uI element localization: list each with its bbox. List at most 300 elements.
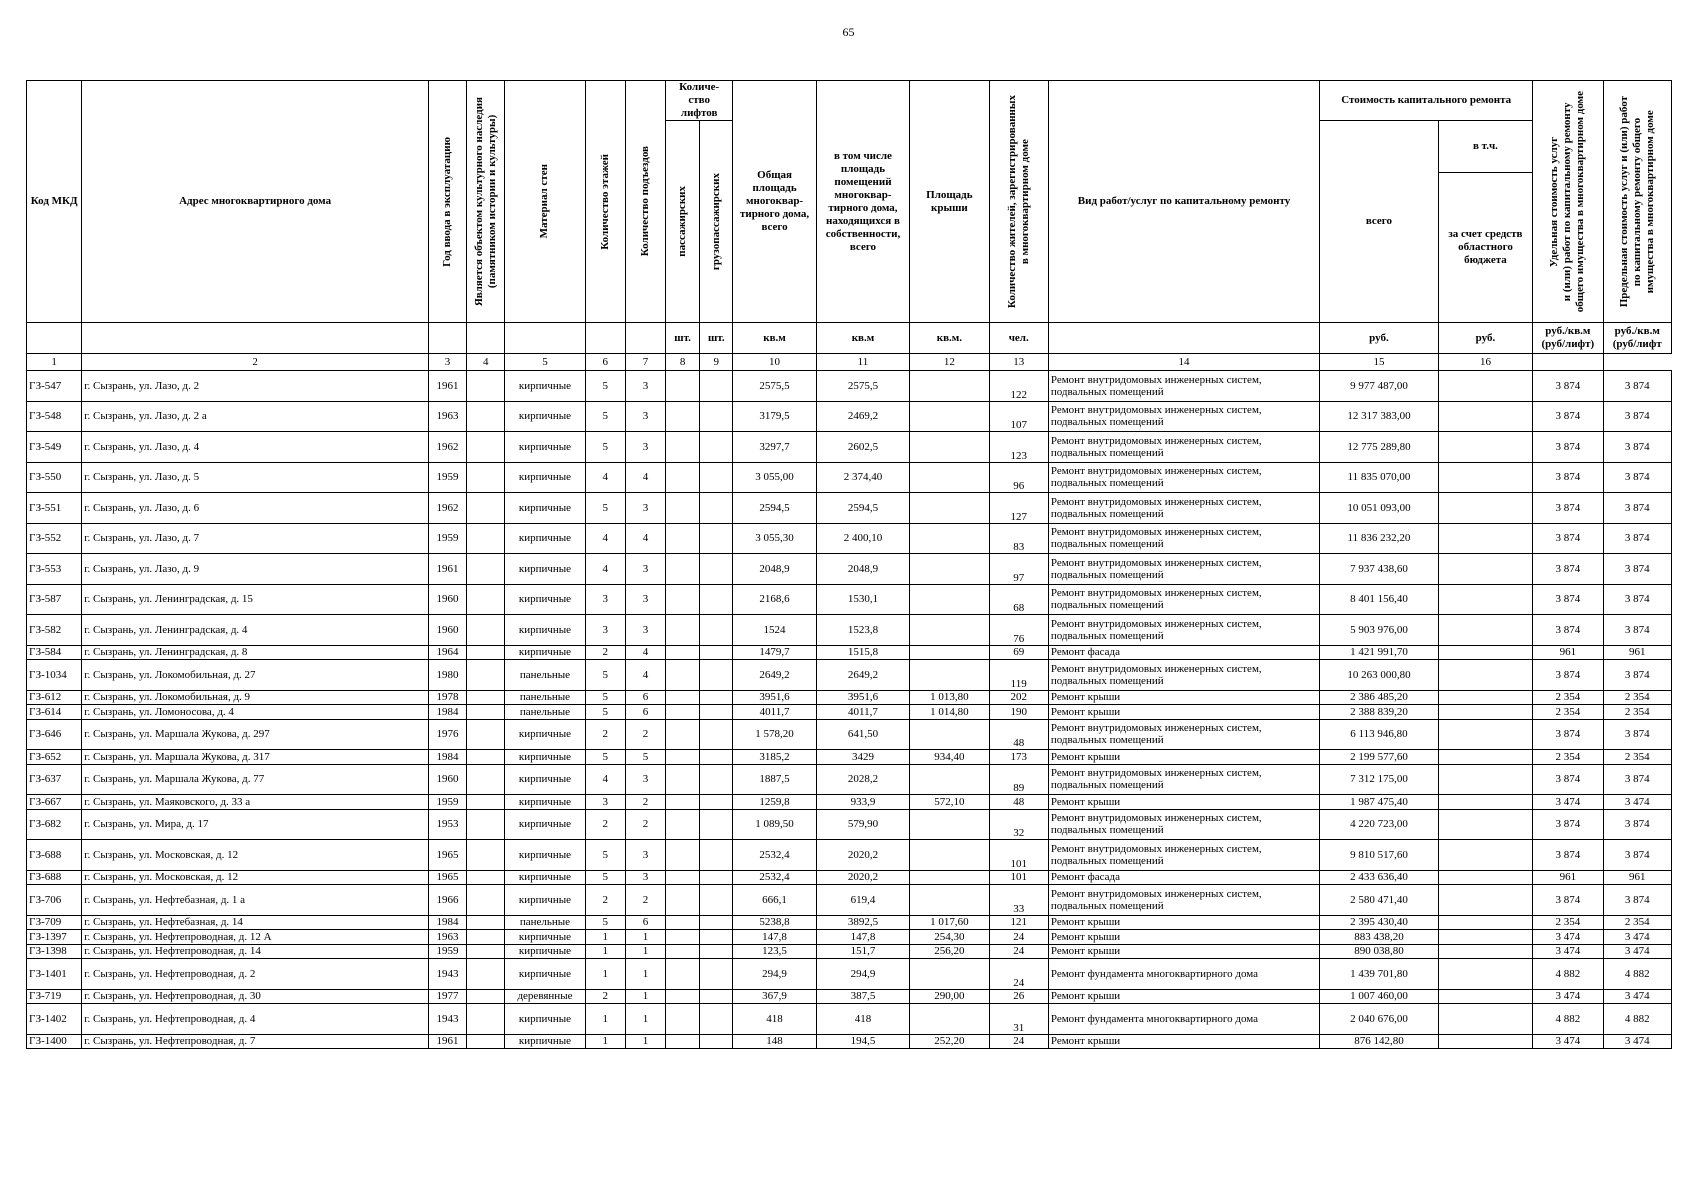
cell-address: г. Сызрань, ул. Нефтебазная, д. 1 а bbox=[82, 885, 429, 916]
cell-cost-total: 2 040 676,00 bbox=[1320, 1004, 1439, 1035]
cell-residents: 122 bbox=[989, 371, 1048, 402]
cell-floors: 5 bbox=[585, 371, 625, 402]
cell-unit-cost: 3 874 bbox=[1533, 493, 1603, 524]
cell-address: г. Сызрань, ул. Московская, д. 12 bbox=[82, 840, 429, 871]
cell-cost-regional bbox=[1438, 870, 1532, 885]
cell-floors: 5 bbox=[585, 401, 625, 432]
cell-floors: 4 bbox=[585, 462, 625, 493]
cell-material: кирпичные bbox=[505, 870, 585, 885]
cell-max-cost: 961 bbox=[1603, 870, 1671, 885]
cell-heritage bbox=[467, 870, 505, 885]
cell-owned-area: 2594,5 bbox=[816, 493, 909, 524]
header-roof-area: Площадь крыши bbox=[910, 81, 989, 323]
cell-heritage bbox=[467, 615, 505, 646]
cell-max-cost: 3 874 bbox=[1603, 764, 1671, 795]
cell-cost-total: 2 199 577,60 bbox=[1320, 750, 1439, 765]
cell-code: ГЗ-614 bbox=[27, 705, 82, 720]
cell-code: ГЗ-667 bbox=[27, 795, 82, 810]
cell-max-cost: 3 474 bbox=[1603, 795, 1671, 810]
table-row bbox=[27, 584, 1672, 615]
cell-year: 1980 bbox=[428, 660, 466, 691]
cell-cost-total: 883 438,20 bbox=[1320, 930, 1439, 945]
cell-lifts-passenger bbox=[666, 660, 700, 691]
header-material: Материал стен bbox=[505, 81, 585, 323]
cell-owned-area: 387,5 bbox=[816, 989, 909, 1004]
cell-total-area: 5238,8 bbox=[733, 915, 816, 930]
cell-material: кирпичные bbox=[505, 371, 585, 402]
cell-roof-area bbox=[910, 401, 989, 432]
cell-cost-total: 1 421 991,70 bbox=[1320, 645, 1439, 660]
column-number: 9 bbox=[700, 354, 733, 371]
cell-residents: 101 bbox=[989, 840, 1048, 871]
cell-cost-total: 2 388 839,20 bbox=[1320, 705, 1439, 720]
unit-total-area: кв.м bbox=[733, 323, 816, 354]
cell-cost-regional bbox=[1438, 554, 1532, 585]
cell-unit-cost: 3 874 bbox=[1533, 885, 1603, 916]
cell-residents: 97 bbox=[989, 554, 1048, 585]
cell-owned-area: 194,5 bbox=[816, 1034, 909, 1049]
cell-cost-regional bbox=[1438, 840, 1532, 871]
cell-lifts-passenger bbox=[666, 584, 700, 615]
cell-entrances: 1 bbox=[625, 1034, 665, 1049]
table-row bbox=[27, 930, 1672, 945]
column-number: 14 bbox=[1048, 354, 1319, 371]
cell-heritage bbox=[467, 493, 505, 524]
cell-max-cost: 2 354 bbox=[1603, 915, 1671, 930]
cell-heritage bbox=[467, 1004, 505, 1035]
cell-address: г. Сызрань, ул. Маяковского, д. 33 а bbox=[82, 795, 429, 810]
cell-entrances: 2 bbox=[625, 795, 665, 810]
cell-unit-cost: 961 bbox=[1533, 645, 1603, 660]
cell-max-cost: 3 474 bbox=[1603, 930, 1671, 945]
cell-entrances: 3 bbox=[625, 493, 665, 524]
cell-roof-area bbox=[910, 615, 989, 646]
cell-owned-area: 3892,5 bbox=[816, 915, 909, 930]
cell-heritage bbox=[467, 645, 505, 660]
cell-material: кирпичные bbox=[505, 809, 585, 840]
cell-lifts-passenger bbox=[666, 615, 700, 646]
cell-cost-total: 8 401 156,40 bbox=[1320, 584, 1439, 615]
cell-year: 1965 bbox=[428, 840, 466, 871]
cell-floors: 5 bbox=[585, 705, 625, 720]
header-cost-group: Стоимость капитального ремонта bbox=[1320, 81, 1533, 121]
cell-owned-area: 2469,2 bbox=[816, 401, 909, 432]
cell-unit-cost: 3 874 bbox=[1533, 719, 1603, 750]
cell-lifts-cargo bbox=[700, 915, 733, 930]
cell-residents: 127 bbox=[989, 493, 1048, 524]
header-cost-incl: в т.ч. bbox=[1438, 121, 1532, 173]
cell-max-cost: 3 474 bbox=[1603, 989, 1671, 1004]
cell-cost-regional bbox=[1438, 523, 1532, 554]
cell-cost-regional bbox=[1438, 660, 1532, 691]
table-row bbox=[27, 750, 1672, 765]
cell-cost-total: 10 263 000,80 bbox=[1320, 660, 1439, 691]
cell-material: кирпичные bbox=[505, 645, 585, 660]
cell-total-area: 1479,7 bbox=[733, 645, 816, 660]
cell-year: 1978 bbox=[428, 690, 466, 705]
cell-owned-area: 1515,8 bbox=[816, 645, 909, 660]
cell-owned-area: 2575,5 bbox=[816, 371, 909, 402]
cell-lifts-passenger bbox=[666, 719, 700, 750]
table-row bbox=[27, 645, 1672, 660]
cell-cost-total: 12 317 383,00 bbox=[1320, 401, 1439, 432]
cell-cost-total: 876 142,80 bbox=[1320, 1034, 1439, 1049]
cell-unit-cost: 3 474 bbox=[1533, 944, 1603, 959]
table-row bbox=[27, 764, 1672, 795]
cell-entrances: 3 bbox=[625, 870, 665, 885]
column-numbers-row bbox=[27, 354, 1672, 371]
cell-material: кирпичные bbox=[505, 885, 585, 916]
cell-lifts-cargo bbox=[700, 959, 733, 990]
cell-heritage bbox=[467, 584, 505, 615]
cell-roof-area bbox=[910, 959, 989, 990]
cell-floors: 5 bbox=[585, 915, 625, 930]
cell-code: ГЗ-553 bbox=[27, 554, 82, 585]
cell-roof-area bbox=[910, 1004, 989, 1035]
header-year: Год ввода в эксплуатацию bbox=[428, 81, 466, 323]
cell-max-cost: 3 874 bbox=[1603, 615, 1671, 646]
cell-material: панельные bbox=[505, 660, 585, 691]
cell-cost-total: 11 835 070,00 bbox=[1320, 462, 1439, 493]
cell-owned-area: 294,9 bbox=[816, 959, 909, 990]
cell-address: г. Сызрань, ул. Нефтебазная, д. 14 bbox=[82, 915, 429, 930]
cell-roof-area: 254,30 bbox=[910, 930, 989, 945]
cell-cost-regional bbox=[1438, 944, 1532, 959]
cell-total-area: 666,1 bbox=[733, 885, 816, 916]
cell-residents: 31 bbox=[989, 1004, 1048, 1035]
column-number: 12 bbox=[910, 354, 989, 371]
cell-roof-area bbox=[910, 462, 989, 493]
unit-cost-regional: руб. bbox=[1438, 323, 1532, 354]
cell-work-type: Ремонт внутридомовых инженерных систем, подвальных помещений bbox=[1048, 885, 1319, 916]
cell-heritage bbox=[467, 690, 505, 705]
unit-roof-area: кв.м. bbox=[910, 323, 989, 354]
cell-floors: 2 bbox=[585, 645, 625, 660]
cell-total-area: 2532,4 bbox=[733, 870, 816, 885]
cell-total-area: 1 578,20 bbox=[733, 719, 816, 750]
cell-address: г. Сызрань, ул. Маршала Жукова, д. 297 bbox=[82, 719, 429, 750]
cell-year: 1966 bbox=[428, 885, 466, 916]
header-address: Адрес многоквартирного дома bbox=[82, 81, 429, 323]
column-number: 6 bbox=[585, 354, 625, 371]
cell-max-cost: 2 354 bbox=[1603, 705, 1671, 720]
cell-roof-area bbox=[910, 870, 989, 885]
cell-unit-cost: 3 874 bbox=[1533, 432, 1603, 463]
cell-material: кирпичные bbox=[505, 750, 585, 765]
cell-entrances: 3 bbox=[625, 615, 665, 646]
column-number: 3 bbox=[428, 354, 466, 371]
cell-owned-area: 1523,8 bbox=[816, 615, 909, 646]
cell-residents: 69 bbox=[989, 645, 1048, 660]
cell-unit-cost: 3 874 bbox=[1533, 764, 1603, 795]
cell-max-cost: 3 474 bbox=[1603, 944, 1671, 959]
cell-lifts-passenger bbox=[666, 915, 700, 930]
cell-year: 1976 bbox=[428, 719, 466, 750]
cell-entrances: 1 bbox=[625, 959, 665, 990]
cell-work-type: Ремонт внутридомовых инженерных систем, подвальных помещений bbox=[1048, 554, 1319, 585]
header-entrances: Количество подъездов bbox=[625, 81, 665, 323]
cell-material: панельные bbox=[505, 690, 585, 705]
cell-lifts-cargo bbox=[700, 462, 733, 493]
cell-cost-total: 7 312 175,00 bbox=[1320, 764, 1439, 795]
cell-year: 1959 bbox=[428, 795, 466, 810]
cell-lifts-passenger bbox=[666, 554, 700, 585]
cell-floors: 4 bbox=[585, 523, 625, 554]
column-number: 15 bbox=[1320, 354, 1439, 371]
cell-total-area: 4011,7 bbox=[733, 705, 816, 720]
cell-work-type: Ремонт внутридомовых инженерных систем, подвальных помещений bbox=[1048, 719, 1319, 750]
cell-heritage bbox=[467, 885, 505, 916]
cell-total-area: 148 bbox=[733, 1034, 816, 1049]
cell-floors: 5 bbox=[585, 840, 625, 871]
units-row bbox=[27, 323, 1672, 354]
cell-code: ГЗ-547 bbox=[27, 371, 82, 402]
cell-cost-total: 2 395 430,40 bbox=[1320, 915, 1439, 930]
cell-cost-total: 6 113 946,80 bbox=[1320, 719, 1439, 750]
cell-work-type: Ремонт крыши bbox=[1048, 930, 1319, 945]
cell-lifts-cargo bbox=[700, 554, 733, 585]
cell-roof-area: 934,40 bbox=[910, 750, 989, 765]
cell-year: 1961 bbox=[428, 1034, 466, 1049]
cell-max-cost: 2 354 bbox=[1603, 750, 1671, 765]
cell-cost-total: 11 836 232,20 bbox=[1320, 523, 1439, 554]
cell-material: кирпичные bbox=[505, 1034, 585, 1049]
header-code: Код МКД bbox=[27, 81, 82, 323]
cell-lifts-passenger bbox=[666, 1034, 700, 1049]
table-row bbox=[27, 915, 1672, 930]
cell-code: ГЗ-548 bbox=[27, 401, 82, 432]
cell-max-cost: 3 874 bbox=[1603, 371, 1671, 402]
cell-work-type: Ремонт внутридомовых инженерных систем, подвальных помещений bbox=[1048, 584, 1319, 615]
cell-year: 1943 bbox=[428, 959, 466, 990]
cell-code: ГЗ-1400 bbox=[27, 1034, 82, 1049]
cell-max-cost: 3 874 bbox=[1603, 885, 1671, 916]
cell-heritage bbox=[467, 959, 505, 990]
cell-cost-total: 12 775 289,80 bbox=[1320, 432, 1439, 463]
cell-work-type: Ремонт внутридомовых инженерных систем, подвальных помещений bbox=[1048, 432, 1319, 463]
cell-total-area: 367,9 bbox=[733, 989, 816, 1004]
cell-max-cost: 3 874 bbox=[1603, 840, 1671, 871]
table-row bbox=[27, 1004, 1672, 1035]
cell-roof-area bbox=[910, 371, 989, 402]
cell-max-cost: 2 354 bbox=[1603, 690, 1671, 705]
cell-unit-cost: 3 874 bbox=[1533, 809, 1603, 840]
cell-owned-area: 3951,6 bbox=[816, 690, 909, 705]
cell-floors: 4 bbox=[585, 764, 625, 795]
cell-roof-area: 252,20 bbox=[910, 1034, 989, 1049]
cell-cost-regional bbox=[1438, 764, 1532, 795]
cell-entrances: 3 bbox=[625, 584, 665, 615]
cell-work-type: Ремонт крыши bbox=[1048, 944, 1319, 959]
cell-residents: 76 bbox=[989, 615, 1048, 646]
cell-material: кирпичные bbox=[505, 840, 585, 871]
cell-cost-regional bbox=[1438, 584, 1532, 615]
cell-material: кирпичные bbox=[505, 493, 585, 524]
cell-material: кирпичные bbox=[505, 959, 585, 990]
column-number: 2 bbox=[82, 354, 429, 371]
cell-address: г. Сызрань, ул. Лазо, д. 9 bbox=[82, 554, 429, 585]
cell-entrances: 6 bbox=[625, 705, 665, 720]
cell-lifts-cargo bbox=[700, 885, 733, 916]
table-row bbox=[27, 462, 1672, 493]
cell-unit-cost: 3 874 bbox=[1533, 523, 1603, 554]
cell-cost-regional bbox=[1438, 750, 1532, 765]
cell-lifts-passenger bbox=[666, 1004, 700, 1035]
cell-year: 1962 bbox=[428, 493, 466, 524]
cell-lifts-cargo bbox=[700, 764, 733, 795]
table-row bbox=[27, 1034, 1672, 1049]
capital-repair-table bbox=[26, 80, 1672, 1049]
cell-lifts-cargo bbox=[700, 584, 733, 615]
cell-lifts-cargo bbox=[700, 523, 733, 554]
table-body bbox=[27, 371, 1672, 1049]
cell-roof-area bbox=[910, 523, 989, 554]
cell-address: г. Сызрань, ул. Ленинградская, д. 15 bbox=[82, 584, 429, 615]
cell-floors: 5 bbox=[585, 493, 625, 524]
cell-total-area: 1 089,50 bbox=[733, 809, 816, 840]
cell-cost-regional bbox=[1438, 645, 1532, 660]
cell-material: панельные bbox=[505, 915, 585, 930]
table-row bbox=[27, 401, 1672, 432]
table-row bbox=[27, 432, 1672, 463]
cell-floors: 5 bbox=[585, 660, 625, 691]
cell-entrances: 4 bbox=[625, 523, 665, 554]
cell-work-type: Ремонт крыши bbox=[1048, 915, 1319, 930]
cell-entrances: 6 bbox=[625, 690, 665, 705]
cell-cost-regional bbox=[1438, 989, 1532, 1004]
cell-material: кирпичные bbox=[505, 462, 585, 493]
cell-lifts-passenger bbox=[666, 885, 700, 916]
cell-year: 1965 bbox=[428, 870, 466, 885]
cell-material: кирпичные bbox=[505, 523, 585, 554]
cell-code: ГЗ-1402 bbox=[27, 1004, 82, 1035]
table-row bbox=[27, 660, 1672, 691]
cell-unit-cost: 2 354 bbox=[1533, 915, 1603, 930]
cell-floors: 5 bbox=[585, 432, 625, 463]
cell-residents: 173 bbox=[989, 750, 1048, 765]
cell-cost-regional bbox=[1438, 915, 1532, 930]
cell-heritage bbox=[467, 432, 505, 463]
cell-entrances: 2 bbox=[625, 809, 665, 840]
cell-material: кирпичные bbox=[505, 432, 585, 463]
cell-year: 1961 bbox=[428, 554, 466, 585]
cell-lifts-cargo bbox=[700, 795, 733, 810]
cell-owned-area: 2649,2 bbox=[816, 660, 909, 691]
cell-material: кирпичные bbox=[505, 719, 585, 750]
unit-owned-area: кв.м bbox=[816, 323, 909, 354]
cell-floors: 2 bbox=[585, 809, 625, 840]
cell-year: 1960 bbox=[428, 764, 466, 795]
cell-unit-cost: 3 874 bbox=[1533, 660, 1603, 691]
cell-entrances: 5 bbox=[625, 750, 665, 765]
cell-work-type: Ремонт внутридомовых инженерных систем, подвальных помещений bbox=[1048, 840, 1319, 871]
cell-heritage bbox=[467, 809, 505, 840]
cell-floors: 1 bbox=[585, 944, 625, 959]
cell-address: г. Сызрань, ул. Лазо, д. 6 bbox=[82, 493, 429, 524]
cell-lifts-cargo bbox=[700, 493, 733, 524]
cell-total-area: 294,9 bbox=[733, 959, 816, 990]
cell-residents: 89 bbox=[989, 764, 1048, 795]
column-number: 1 bbox=[27, 354, 82, 371]
cell-cost-total: 7 937 438,60 bbox=[1320, 554, 1439, 585]
cell-roof-area bbox=[910, 493, 989, 524]
cell-code: ГЗ-719 bbox=[27, 989, 82, 1004]
table-row bbox=[27, 690, 1672, 705]
cell-floors: 2 bbox=[585, 885, 625, 916]
cell-material: деревянные bbox=[505, 989, 585, 1004]
cell-address: г. Сызрань, ул. Нефтепроводная, д. 7 bbox=[82, 1034, 429, 1049]
cell-work-type: Ремонт крыши bbox=[1048, 690, 1319, 705]
unit-lifts-passenger: шт. bbox=[666, 323, 700, 354]
cell-lifts-cargo bbox=[700, 989, 733, 1004]
cell-code: ГЗ-1034 bbox=[27, 660, 82, 691]
cell-owned-area: 933,9 bbox=[816, 795, 909, 810]
table-row bbox=[27, 705, 1672, 720]
cell-lifts-passenger bbox=[666, 809, 700, 840]
cell-work-type: Ремонт крыши bbox=[1048, 705, 1319, 720]
cell-roof-area: 256,20 bbox=[910, 944, 989, 959]
cell-roof-area bbox=[910, 660, 989, 691]
cell-lifts-passenger bbox=[666, 795, 700, 810]
cell-material: кирпичные bbox=[505, 401, 585, 432]
cell-floors: 4 bbox=[585, 554, 625, 585]
cell-roof-area: 1 014,80 bbox=[910, 705, 989, 720]
cell-owned-area: 2602,5 bbox=[816, 432, 909, 463]
cell-heritage bbox=[467, 840, 505, 871]
cell-unit-cost: 3 474 bbox=[1533, 930, 1603, 945]
cell-year: 1961 bbox=[428, 371, 466, 402]
cell-address: г. Сызрань, ул. Нефтепроводная, д. 30 bbox=[82, 989, 429, 1004]
cell-material: кирпичные bbox=[505, 944, 585, 959]
unit-cost-total: руб. bbox=[1320, 323, 1439, 354]
cell-unit-cost: 4 882 bbox=[1533, 959, 1603, 990]
header-work-type: Вид работ/услуг по капитальному ремонту bbox=[1048, 81, 1319, 323]
cell-cost-regional bbox=[1438, 401, 1532, 432]
cell-address: г. Сызрань, ул. Ленинградская, д. 8 bbox=[82, 645, 429, 660]
cell-floors: 1 bbox=[585, 1004, 625, 1035]
cell-year: 1943 bbox=[428, 1004, 466, 1035]
table-row bbox=[27, 719, 1672, 750]
cell-entrances: 4 bbox=[625, 645, 665, 660]
cell-roof-area: 1 017,60 bbox=[910, 915, 989, 930]
cell-total-area: 1887,5 bbox=[733, 764, 816, 795]
cell-entrances: 2 bbox=[625, 885, 665, 916]
cell-owned-area: 2020,2 bbox=[816, 840, 909, 871]
cell-code: ГЗ-552 bbox=[27, 523, 82, 554]
cell-code: ГЗ-551 bbox=[27, 493, 82, 524]
cell-address: г. Сызрань, ул. Лазо, д. 7 bbox=[82, 523, 429, 554]
cell-lifts-cargo bbox=[700, 660, 733, 691]
cell-lifts-passenger bbox=[666, 764, 700, 795]
cell-max-cost: 4 882 bbox=[1603, 1004, 1671, 1035]
cell-address: г. Сызрань, ул. Мира, д. 17 bbox=[82, 809, 429, 840]
cell-material: кирпичные bbox=[505, 795, 585, 810]
column-number: 10 bbox=[733, 354, 816, 371]
cell-cost-total: 4 220 723,00 bbox=[1320, 809, 1439, 840]
cell-total-area: 2532,4 bbox=[733, 840, 816, 871]
cell-work-type: Ремонт внутридомовых инженерных систем, подвальных помещений bbox=[1048, 615, 1319, 646]
column-number: 16 bbox=[1438, 354, 1532, 371]
cell-address: г. Сызрань, ул. Лазо, д. 5 bbox=[82, 462, 429, 493]
cell-cost-regional bbox=[1438, 690, 1532, 705]
cell-lifts-passenger bbox=[666, 493, 700, 524]
cell-max-cost: 3 874 bbox=[1603, 554, 1671, 585]
cell-entrances: 6 bbox=[625, 915, 665, 930]
cell-year: 1964 bbox=[428, 645, 466, 660]
cell-year: 1963 bbox=[428, 401, 466, 432]
cell-address: г. Сызрань, ул. Локомобильная, д. 27 bbox=[82, 660, 429, 691]
cell-year: 1963 bbox=[428, 930, 466, 945]
